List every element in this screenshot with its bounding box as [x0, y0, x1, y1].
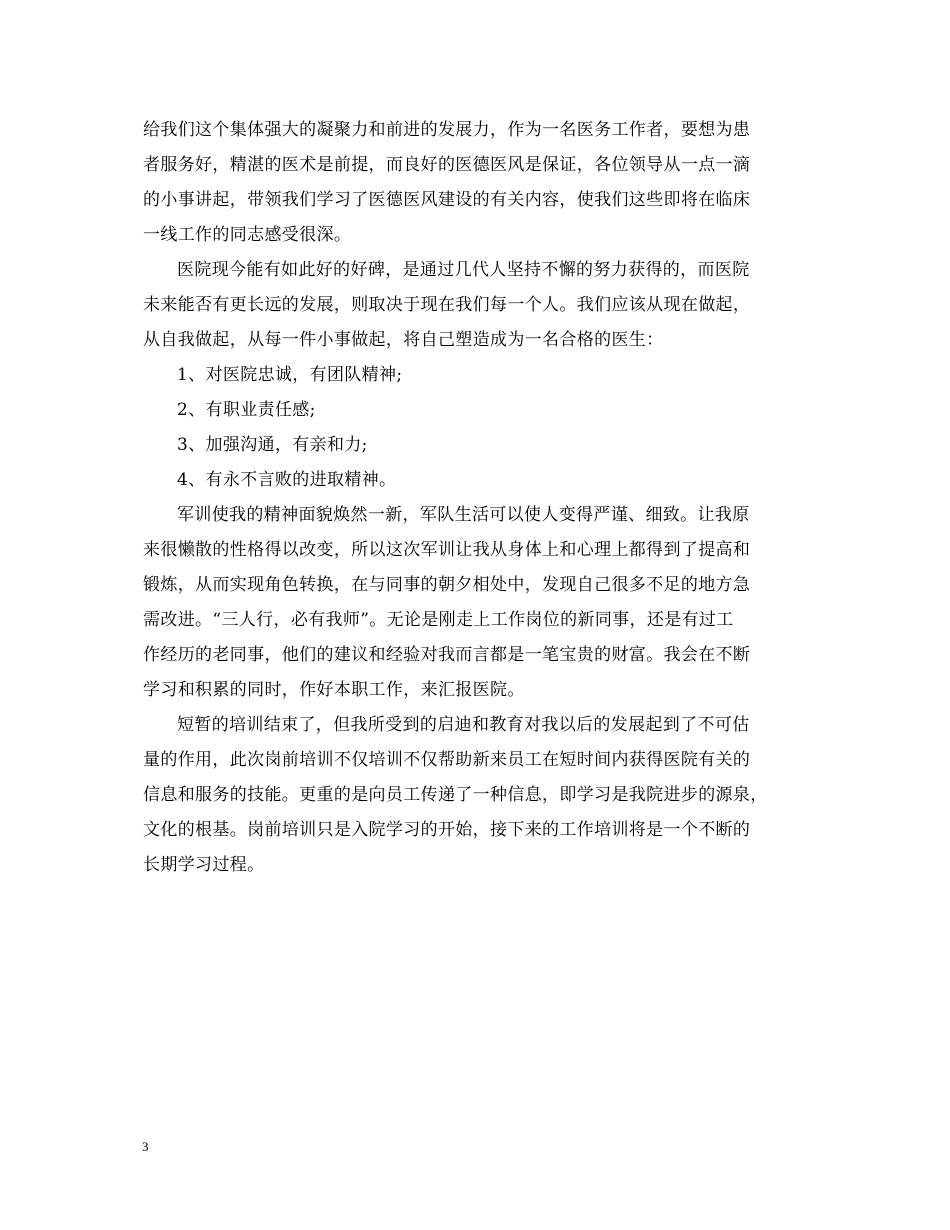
list-item-1	[143, 358, 813, 393]
list-item-3	[143, 428, 813, 463]
text-line: 从自我做起，从每一件小事做起，将自己塑造成为一名合格的医生：	[143, 330, 664, 350]
text-line: 学习和积累的同时，作好本职工作，来汇报医院。	[143, 680, 525, 700]
page-number: 3	[142, 1139, 149, 1154]
paragraph-intro-continued	[143, 113, 813, 253]
body-text	[143, 113, 813, 883]
list-item-2	[143, 393, 813, 428]
text-line: 文化的根基。岗前培训只是入院学习的开始，接下来的工作培训将是一个不断的	[143, 820, 751, 840]
text-line: 4、有永不言败的进取精神。	[177, 470, 397, 490]
paragraph-training-conclusion	[143, 708, 813, 883]
text-line: 一线工作的同志感受很深。	[143, 225, 352, 245]
text-line: 未来能否有更长远的发展，则取决于现在我们每一个人。我们应该从现在做起，	[143, 295, 751, 315]
text-line: 锻炼，从而实现角色转换，在与同事的朝夕相处中，发现自己很多不足的地方急	[143, 575, 751, 595]
text-line: 来很懒散的性格得以改变，所以这次军训让我从身体上和心理上都得到了提高和	[143, 540, 751, 560]
text-line: 医院现今能有如此好的好碑，是通过几代人坚持不懈的努力获得的，而医院	[177, 260, 750, 280]
paragraph-hospital-future	[143, 253, 813, 358]
text-line: 1、对医院忠诚，有团队精神;	[177, 365, 403, 385]
paragraph-military-training	[143, 498, 813, 708]
text-line: 的小事讲起，带领我们学习了医德医风建设的有关内容，使我们这些即将在临床	[143, 190, 751, 210]
text-line: 军训使我的精神面貌焕然一新，军队生活可以使人变得严谨、细致。让我原	[177, 505, 750, 525]
text-line: 需改进。“三人行，必有我师”。无论是刚走上工作岗位的新同事，还是有过工	[143, 610, 734, 630]
text-line: 2、有职业责任感;	[177, 400, 316, 420]
text-line: 3、加强沟通，有亲和力;	[177, 435, 368, 455]
text-line: 给我们这个集体强大的凝聚力和前进的发展力，作为一名医务工作者，要想为患	[143, 120, 751, 140]
text-line: 长期学习过程。	[143, 855, 265, 875]
text-line: 量的作用，此次岗前培训不仅培训不仅帮助新来员工在短时间内获得医院有关的	[143, 750, 751, 770]
text-line: 短暂的培训结束了，但我所受到的启迪和教育对我以后的发展起到了不可估	[177, 715, 750, 735]
list-item-4	[143, 463, 813, 498]
text-line: 作经历的老同事，他们的建议和经验对我而言都是一笔宝贵的财富。我会在不断	[143, 645, 751, 665]
text-line: 者服务好，精湛的医术是前提，而良好的医德医风是保证，各位领导从一点一滴	[143, 155, 751, 175]
text-line: 信息和服务的技能。更重的是向员工传递了一种信息，即学习是我院进步的源泉，	[143, 785, 768, 805]
